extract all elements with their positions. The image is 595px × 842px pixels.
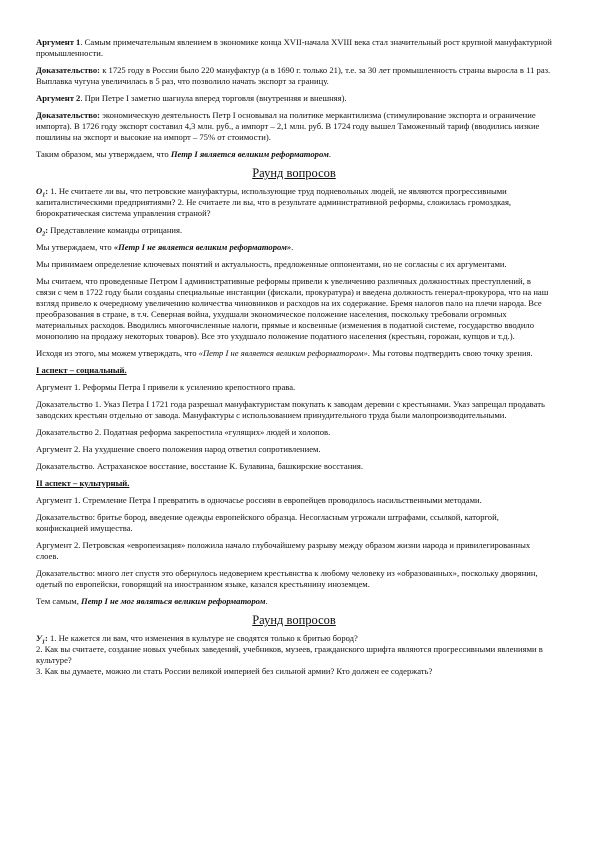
social-proof-2: Доказательство 2. Податная реформа закрепостила «гулящих» людей и холопов. xyxy=(36,427,331,437)
argument-2-paragraph xyxy=(36,93,552,104)
paragraph-text: Тем самым, xyxy=(36,596,82,606)
question-text: 1. Не считаете ли вы, что петровские мануфактуры, использующие труд подневольных людей, не являются прогрессивными капиталистическими предприятиями? 2. Не считаете ли вы, что в результате административной реформы, сложилась громоздкая, бюрократическая система управления страной? xyxy=(36,186,512,218)
argument-1-paragraph xyxy=(36,37,552,59)
emphasis-text: Петр I является великим реформатором xyxy=(170,149,329,159)
paragraph-text: . Мы готовы подтвердить свою точку зрения. xyxy=(367,348,533,358)
aspect-heading-social xyxy=(36,365,552,376)
paragraph-text: . При Петре I заметно шагнула вперед торговля (внутренняя и внешняя). xyxy=(80,93,347,103)
cultural-proof-1: Доказательство: бритье бород, введение одежды европейского образца. Несогласным угрожали штрафами, ссылкой, каторгой, конфискацией имущества. xyxy=(36,512,499,533)
conclusion-negative xyxy=(36,348,552,359)
social-proof-1: Доказательство 1. Указ Петра I 1721 года разрешал мануфактуристам покупать к заводам деревни с крестьянами. Указ запрещал продавать заводских крестьян отдельно от завода. Мануфактуры с использованием принудительного труда были малопроизводительными. xyxy=(36,399,545,420)
question-o2 xyxy=(36,225,552,236)
emphasis-text: «Петр I не является великим реформатором» xyxy=(198,348,368,358)
question-label-sub: 2 xyxy=(42,231,46,238)
question-colon: : xyxy=(45,186,49,196)
proof-1-paragraph xyxy=(36,65,552,87)
question-o1 xyxy=(36,186,552,219)
cultural-proof-2: Доказательство: много лет спустя это обернулось недоверием крестьянства к любому человеку из «образованных», поскольку дворянин, одетый по европейски, говорящий на иностранном языке, казался крестьянину иноземцем. xyxy=(36,568,538,589)
conclusion-affirmative xyxy=(36,149,552,160)
paragraph-text: Таким образом, мы утверждаем, что xyxy=(36,149,171,159)
question-colon: : xyxy=(45,225,49,235)
question-colon: : xyxy=(44,633,48,643)
paragraph-text: экономическую деятельность Петр I основывал на политике меркантилизма (стимулирование экспорта и ограничение импорта). В 1726 году экспорт составил 4,3 млн. руб., а импорт – 2,1 млн. руб. В 1724 году вышел Таможенный тариф (вводились низкие пошлины на экспорт и высокие на импорт – 75% от стоимости). xyxy=(36,110,540,142)
paragraph-text: . xyxy=(291,242,294,252)
social-argument-2: Аргумент 2. На ухудшение своего положения народ ответил сопротивлением. xyxy=(36,444,321,454)
question-u1-item-3: 3. Как вы думаете, можно ли стать России великой империей без сильной армии? Кто должен ее содержать? xyxy=(36,666,433,676)
conclusion-cultural xyxy=(36,596,552,607)
aspect-heading-text: I аспект – социальный. xyxy=(36,365,127,375)
social-proof-3: Доказательство. Астраханское восстание, восстание К. Булавина, башкирские восстания. xyxy=(36,461,364,471)
argument-label: Аргумент 1 xyxy=(36,37,81,47)
question-u1 xyxy=(36,633,552,644)
question-label: У xyxy=(36,633,42,643)
question-label: О xyxy=(36,186,43,196)
question-text: Представление команды отрицания. xyxy=(48,225,183,235)
paragraph-text: к 1725 году в России было 220 мануфактур (а в 1690 г. только 21), т.е. за 30 лет промышленность страны выросла в 11 раз. Выплавка чугуна увеличилась в 5 раз, что позволило начать экспорт за границу. xyxy=(36,65,551,86)
proof-label: Доказательство: xyxy=(36,110,101,120)
paragraph-text: . xyxy=(265,596,268,606)
proof-2-paragraph xyxy=(36,110,552,143)
argument-label: Аргумент 2 xyxy=(36,93,81,103)
aspect-heading-cultural xyxy=(36,478,552,489)
social-argument-1: Аргумент 1. Реформы Петра I привели к усилению крепостного права. xyxy=(36,382,296,392)
paragraph-text: . xyxy=(328,149,331,159)
cultural-argument-1: Аргумент 1. Стремление Петра I превратить в одночасье россиян в европейцев проводилось насильственными методами. xyxy=(36,495,482,505)
question-label-sub: 1 xyxy=(41,639,45,646)
round-title: Раунд вопросов xyxy=(252,613,336,627)
question-text: 1. Не кажется ли вам, что изменения в культуре не сводятся только к бритью бород? xyxy=(47,633,358,643)
statement-negative xyxy=(36,242,552,253)
emphasis-text: Петр I не мог являться великим реформатором xyxy=(81,596,266,606)
paragraph-text: . Самым примечательным явлением в экономике конца XVII-начала XVIII века стал значительный рост крупной мануфактурной промышленности. xyxy=(36,37,552,58)
question-label: О xyxy=(36,225,43,235)
question-label-sub: 1 xyxy=(42,192,46,199)
question-u1-item-2: 2. Как вы считаете, создание новых учебных заведений, учебников, музеев, гражданского шрифта являются прогрессивными явлениями в культуре? xyxy=(36,644,543,665)
cultural-argument-2: Аргумент 2. Петровская «европеизация» положила начало глубочайшему разрыву между образом жизни народа и привилегированных слоев. xyxy=(36,540,531,561)
emphasis-text: «Петр I не является великим реформатором» xyxy=(113,242,292,252)
round-title: Раунд вопросов xyxy=(252,166,336,180)
paragraph-text: Мы утверждаем, что xyxy=(36,242,114,252)
admin-reform-paragraph: Мы считаем, что проведенные Петром I административные реформы привели к увеличению различных должностных преступлений, в связи с чем в 1722 году были созданы специальные инстанции (фискали, прокуратура) и введена должность генерал-прокурора, что на наш взгляд привело к очередному увеличению количества чиновников и расходов на их содержание. Бремя налогов пало на плечи народа. Все преобразования в стране, в т.ч. Северная война, ухудшали экономическое положение населения, поскольку требовали огромных материальных расходов. Вводились многочисленные налоги, прямые и косвенные (изменения в податной системе, государство вводило монополию на продажу некоторых товаров). Все это ухудшало положение податного населения (крестьян, горожан, купцов и т.д.). xyxy=(36,276,549,341)
aspect-heading-text: II аспект – культурный. xyxy=(36,478,130,488)
definitions-paragraph: Мы принимаем определение ключевых понятий и актуальность, предложенные оппонентами, но не согласны с их аргументами. xyxy=(36,259,507,269)
proof-label: Доказательство: xyxy=(36,65,101,75)
paragraph-text: Исходя из этого, мы можем утверждать, что xyxy=(36,348,199,358)
